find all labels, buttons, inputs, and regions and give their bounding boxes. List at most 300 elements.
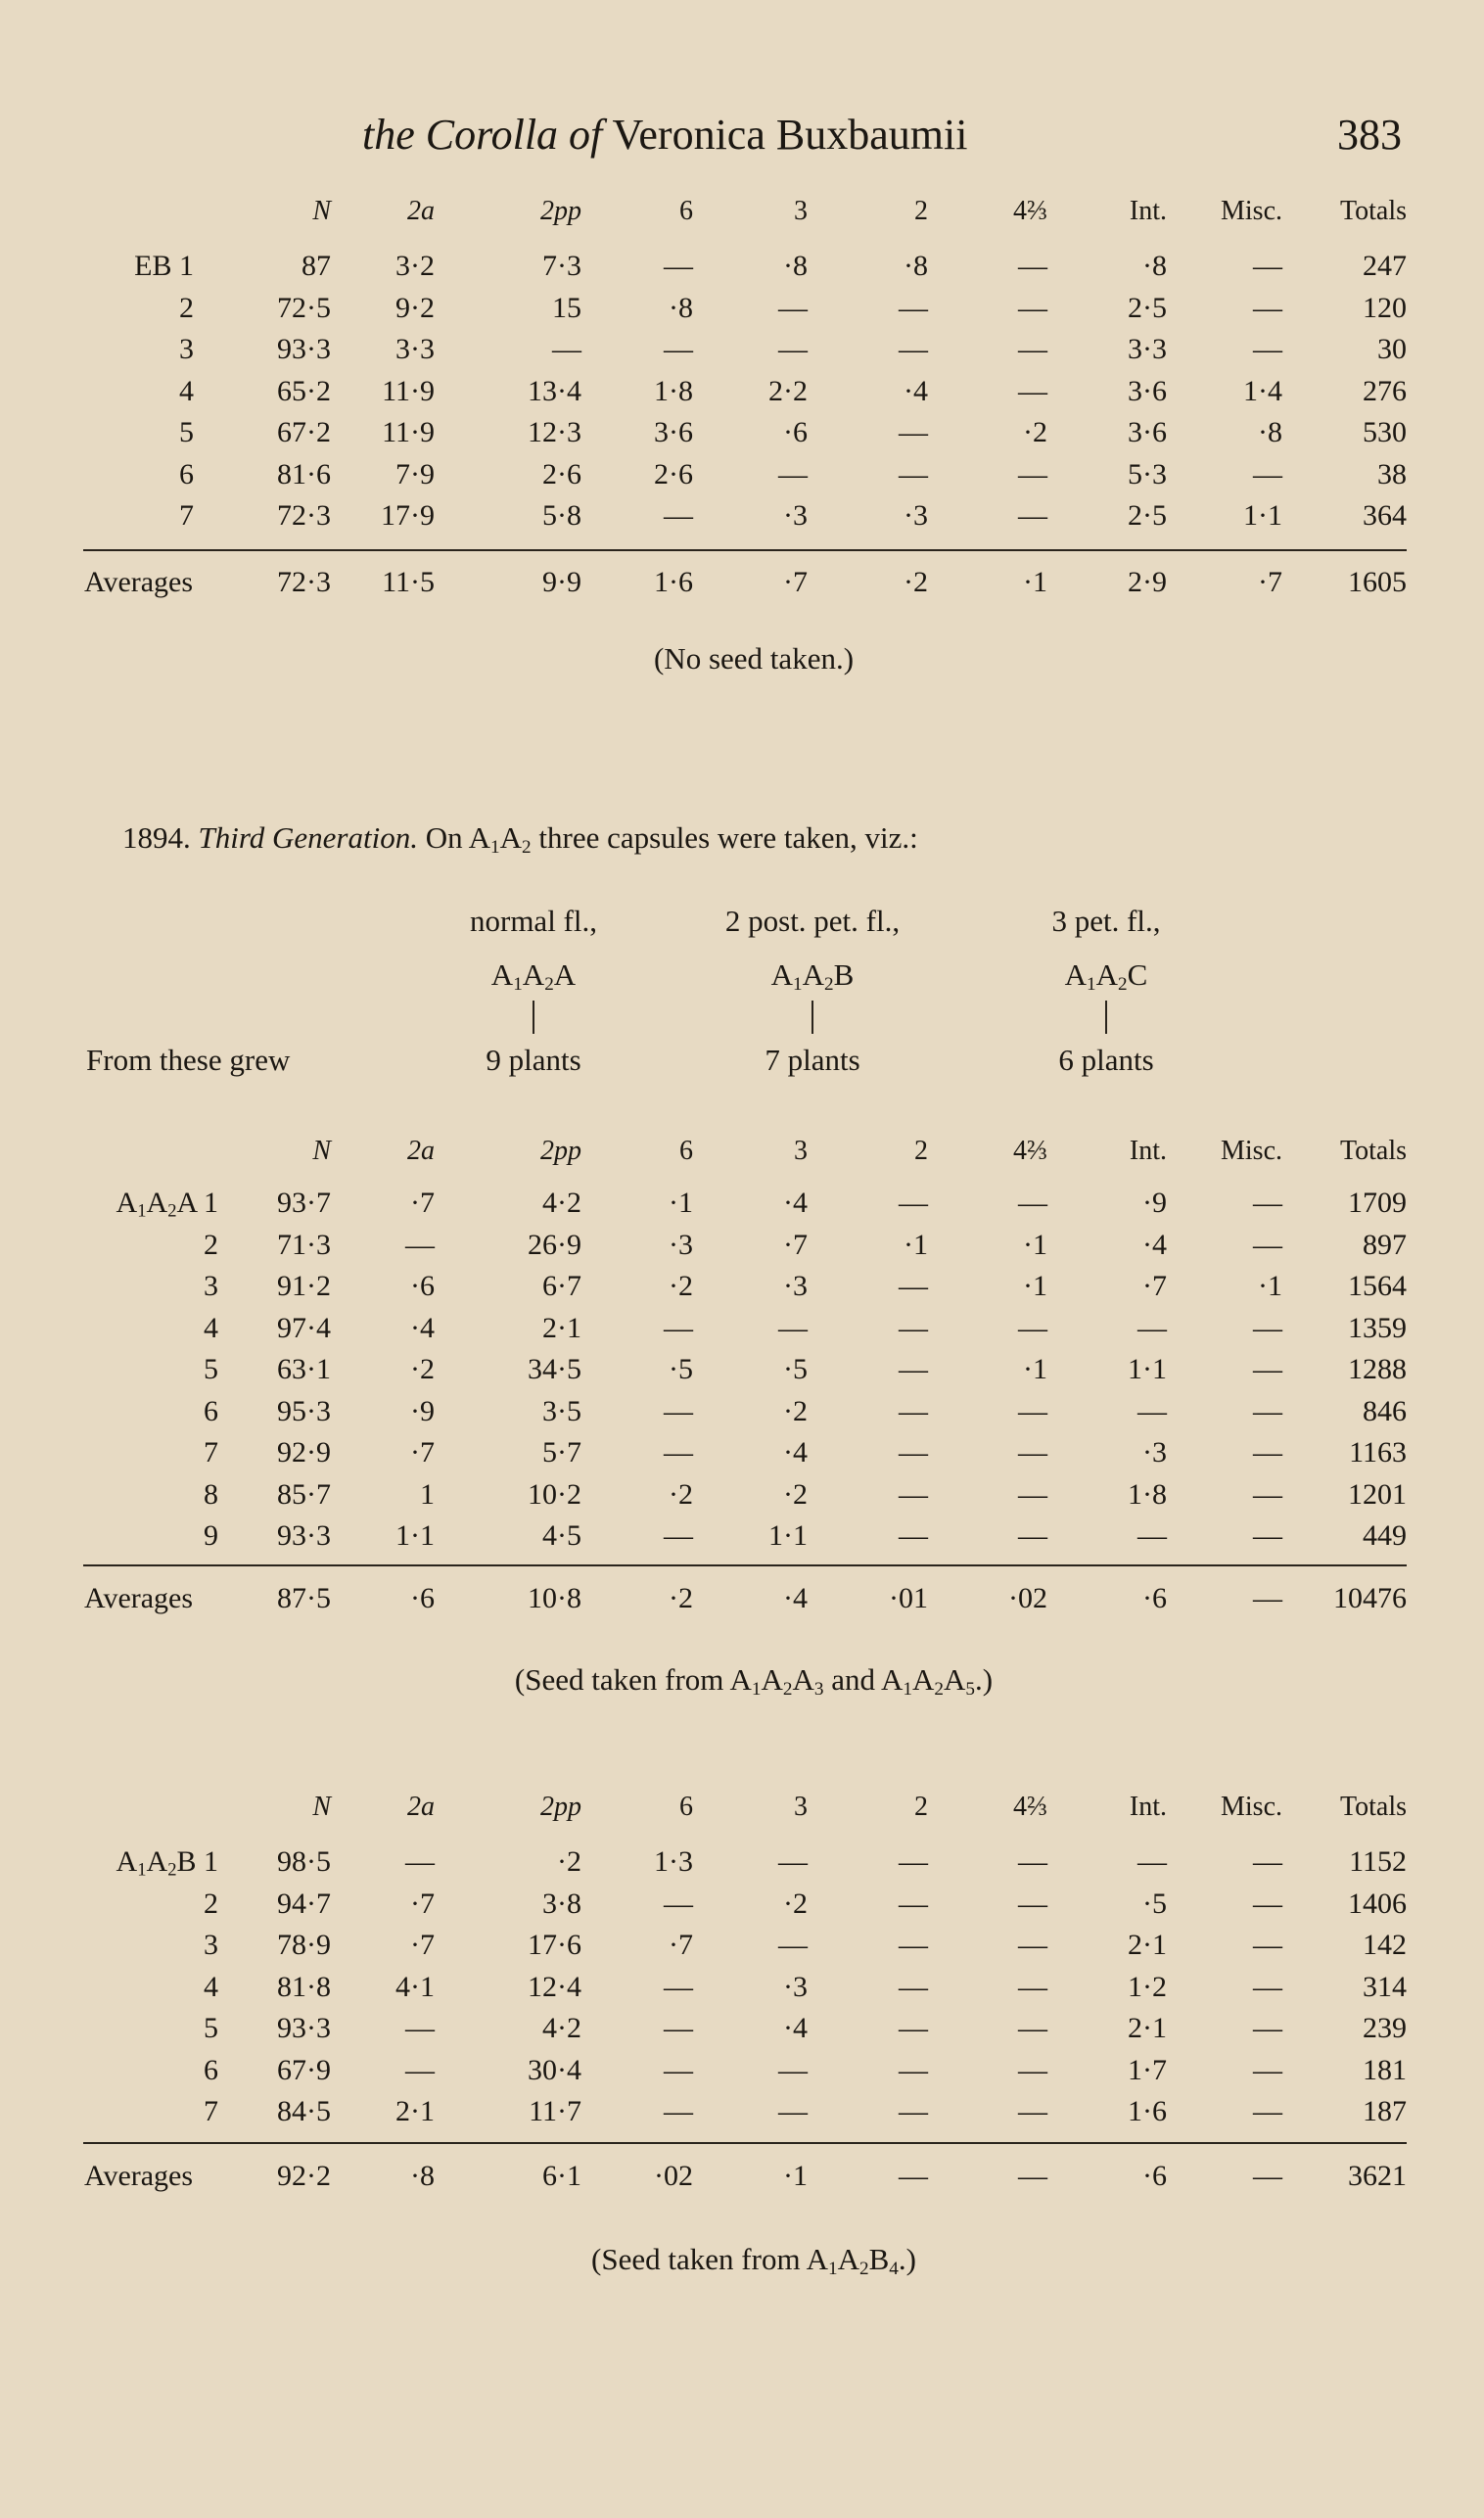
table3-cell: ·7 xyxy=(410,1887,435,1920)
column-header-9: Totals xyxy=(1339,1136,1407,1166)
table3-cell: — xyxy=(1018,1887,1047,1920)
table2-cell: ·7 xyxy=(410,1187,435,1219)
column-header-3: 6 xyxy=(679,1792,693,1822)
table2-cell: ·4 xyxy=(783,1436,808,1469)
table1-average-cell: 1·6 xyxy=(654,566,693,598)
table1-cell: 17·9 xyxy=(381,499,435,532)
table3-cell: 181 xyxy=(1363,2053,1407,2086)
table1-cell: ·8 xyxy=(1142,250,1167,282)
table1-cell: 12·3 xyxy=(528,416,581,448)
table2-cell: — xyxy=(1137,1311,1167,1344)
table3-cell: 1152 xyxy=(1349,1845,1407,1878)
table2-cell: 26·9 xyxy=(528,1228,581,1261)
group-connector xyxy=(533,1001,534,1034)
table2-cell: 3·5 xyxy=(542,1394,581,1427)
table3-cell: — xyxy=(1253,1887,1282,1920)
table1-cell: — xyxy=(778,457,808,490)
table2-average-cell: 10·8 xyxy=(528,1582,581,1614)
table3-cell: ·2 xyxy=(783,1887,808,1920)
table2-cell: 1 xyxy=(420,1477,435,1511)
table2-cell: 34·5 xyxy=(528,1353,581,1385)
table1-cell: 30 xyxy=(1377,333,1407,365)
table2-cell: ·3 xyxy=(783,1270,808,1302)
table1-cell: 13·4 xyxy=(528,374,581,407)
table3-cell: 93·3 xyxy=(277,2012,331,2044)
table1-average-cell: ·7 xyxy=(1258,566,1282,598)
table3-cell: 1·6 xyxy=(1128,2095,1167,2127)
table2-cell: — xyxy=(1018,1436,1047,1469)
table2-cell: 1163 xyxy=(1349,1436,1407,1469)
table2-cell: — xyxy=(664,1436,693,1469)
table1-cell: 72·5 xyxy=(277,291,331,324)
table2-cell: 1·1 xyxy=(768,1519,808,1552)
group-plants: 7 plants xyxy=(765,1043,860,1077)
table1-cell: 3·6 xyxy=(1128,374,1167,407)
table3-cell: — xyxy=(664,2053,693,2086)
table3-rule xyxy=(83,2142,1407,2144)
table1-cell: 38 xyxy=(1377,457,1407,490)
table3-cell: — xyxy=(1018,1929,1047,1961)
table3-cell: — xyxy=(1253,1845,1282,1878)
table2-cell: — xyxy=(899,1477,928,1511)
table3-cell: 30·4 xyxy=(528,2053,581,2086)
table2-cell: ·2 xyxy=(783,1394,808,1427)
table1-cell: — xyxy=(899,416,928,448)
section-title: Third Generation. xyxy=(198,820,418,855)
table2-average-cell: ·6 xyxy=(1142,1582,1167,1614)
table1-cell: 1·4 xyxy=(1243,374,1282,407)
table2-cell: 1288 xyxy=(1348,1353,1407,1385)
table3-average-cell: 3621 xyxy=(1348,2160,1407,2192)
table3-cell: — xyxy=(778,2095,808,2127)
table3-row-label: 4 xyxy=(204,1970,218,2003)
table1-cell: — xyxy=(899,457,928,490)
table3-average-cell: — xyxy=(899,2160,928,2192)
table1-cell: 3·3 xyxy=(1128,333,1167,365)
table1-row-label: 5 xyxy=(179,416,194,448)
column-header-0: N xyxy=(312,1792,331,1822)
group-desc: 3 pet. fl., xyxy=(1051,904,1161,938)
table1-cell: ·4 xyxy=(904,374,928,407)
table3-cell: — xyxy=(405,2053,435,2086)
table1-cell: 93·3 xyxy=(277,333,331,365)
table2-note: (Seed taken from $A_1A_2A_3$ and $A_1A_2A_5$.) xyxy=(514,1662,994,1700)
table2-cell: 92·9 xyxy=(277,1436,331,1469)
table1-average-cell: 72·3 xyxy=(277,566,331,598)
column-header-3: 6 xyxy=(679,1136,693,1166)
table1-cell: 3·2 xyxy=(395,250,435,282)
table3-cell: 314 xyxy=(1363,1970,1407,2003)
table2-row-label: 8 xyxy=(204,1477,218,1511)
table1-cell: — xyxy=(1253,250,1282,282)
table2-cell: — xyxy=(1253,1436,1282,1469)
table2-cell: ·6 xyxy=(410,1270,435,1302)
group-desc: normal fl., xyxy=(470,904,597,938)
table2-cell: 6·7 xyxy=(542,1270,581,1302)
table3-cell: — xyxy=(1253,2012,1282,2044)
table1-cell: ·8 xyxy=(904,250,928,282)
table1-cell: 364 xyxy=(1363,499,1407,532)
table3-cell: 1·2 xyxy=(1128,1970,1167,2003)
column-header-4: 3 xyxy=(794,196,808,226)
table3-cell: — xyxy=(899,1887,928,1920)
table1-average-cell: 2·9 xyxy=(1128,566,1167,598)
table3-cell: 12·4 xyxy=(528,1970,581,2003)
table2-cell: ·5 xyxy=(669,1353,693,1385)
title-italic-1: the Corolla xyxy=(362,111,559,159)
table3-cell: — xyxy=(778,2053,808,2086)
column-header-6: 4⅔ xyxy=(1013,1792,1047,1822)
table2-row-label: 3 xyxy=(204,1270,218,1302)
table3-cell: — xyxy=(899,1845,928,1878)
section-on: On $A_1A_2$ xyxy=(425,820,532,858)
table2-cell: ·9 xyxy=(1142,1187,1167,1219)
table3-cell: 1·7 xyxy=(1128,2053,1167,2086)
table2-average-cell: ·6 xyxy=(410,1582,435,1614)
column-header-4: 3 xyxy=(794,1136,808,1166)
table3-cell: 3·8 xyxy=(542,1887,581,1920)
table2-cell: 897 xyxy=(1363,1228,1407,1261)
table3-row-label: 3 xyxy=(204,1929,218,1961)
table2-cell: — xyxy=(899,1436,928,1469)
table1-cell: 11·9 xyxy=(382,374,435,407)
table2-cell: — xyxy=(1018,1187,1047,1219)
table2-cell: — xyxy=(778,1311,808,1344)
running-title xyxy=(362,110,967,160)
table3-cell: 81·8 xyxy=(277,1970,331,2003)
table2-cell: ·5 xyxy=(783,1353,808,1385)
page-number: 383 xyxy=(1337,111,1402,159)
column-header-2: 2pp xyxy=(540,1136,581,1166)
table3-cell: 2·1 xyxy=(395,2095,435,2127)
table3-cell: — xyxy=(664,1887,693,1920)
table2-cell: — xyxy=(1253,1228,1282,1261)
table1-average-cell: ·7 xyxy=(783,566,808,598)
section-heading xyxy=(122,820,918,859)
table3-cell: — xyxy=(1137,1845,1167,1878)
table2-cell: 2·1 xyxy=(542,1311,581,1344)
table1-cell: 3·6 xyxy=(654,416,693,448)
table2-row-label: 5 xyxy=(204,1353,218,1385)
table2-cell: ·7 xyxy=(410,1436,435,1469)
table2-cell: ·4 xyxy=(410,1311,435,1344)
table1-cell: — xyxy=(1253,333,1282,365)
table2-cell: ·1 xyxy=(1258,1270,1282,1302)
table1-cell: 530 xyxy=(1363,416,1407,448)
table2-row-label: 9 xyxy=(204,1519,218,1552)
table1-cell: 2·6 xyxy=(654,457,693,490)
table3-cell: — xyxy=(899,2095,928,2127)
table1-cell: 3·3 xyxy=(395,333,435,365)
table2-cell: — xyxy=(405,1228,435,1261)
table2-row-label: $A_1A_2A$ 1 xyxy=(116,1187,218,1222)
table1-cell: — xyxy=(778,333,808,365)
table1-cell: — xyxy=(552,333,581,365)
table1-cell: 2·5 xyxy=(1128,291,1167,324)
section-year: 1894. xyxy=(122,820,191,855)
column-header-5: 2 xyxy=(914,196,928,226)
table2-cell: 97·4 xyxy=(277,1311,331,1344)
table3-cell: — xyxy=(1253,1970,1282,2003)
table2-average-cell: ·01 xyxy=(889,1582,928,1614)
table2-cell: — xyxy=(1018,1519,1047,1552)
table3-cell: 78·9 xyxy=(277,1929,331,1961)
table2-cell: 1359 xyxy=(1348,1311,1407,1344)
table2-cell: — xyxy=(1018,1477,1047,1511)
table2-cell: ·4 xyxy=(783,1187,808,1219)
table1-cell: 276 xyxy=(1363,374,1407,407)
table1-cell: — xyxy=(1018,333,1047,365)
table3-row-label: 6 xyxy=(204,2053,218,2086)
table2-cell: ·3 xyxy=(669,1228,693,1261)
table2-cell: 449 xyxy=(1363,1519,1407,1552)
table3-cell: — xyxy=(899,1970,928,2003)
table1-row-label: EB 1 xyxy=(134,250,194,282)
table1-average-cell: 11·5 xyxy=(382,566,435,598)
table1-cell: 15 xyxy=(552,291,581,324)
table2-cell: — xyxy=(1253,1353,1282,1385)
table2-cell: 91·2 xyxy=(277,1270,331,1302)
table1-cell: 11·9 xyxy=(382,416,435,448)
table3-cell: — xyxy=(1018,2095,1047,2127)
table3-cell: 84·5 xyxy=(277,2095,331,2127)
table3-cell: — xyxy=(778,1845,808,1878)
group-connector xyxy=(812,1001,813,1034)
table2-cell: — xyxy=(899,1270,928,1302)
table2-cell: 71·3 xyxy=(277,1228,331,1261)
table2-average-cell: 10476 xyxy=(1333,1582,1407,1614)
table1-cell: 9·2 xyxy=(395,291,435,324)
table2-cell: — xyxy=(1253,1394,1282,1427)
table3-cell: ·5 xyxy=(1142,1887,1167,1920)
table1-cell: 7·3 xyxy=(542,250,581,282)
table2-cell: — xyxy=(1253,1187,1282,1219)
table3-cell: 98·5 xyxy=(277,1845,331,1878)
table2-row-label: 2 xyxy=(204,1228,218,1261)
table3-cell: 1·3 xyxy=(654,1845,693,1878)
table1-row-label: 4 xyxy=(179,374,194,407)
table2-average-cell: ·2 xyxy=(669,1582,693,1614)
table2-rule xyxy=(83,1564,1407,1566)
table2-cell: 1·8 xyxy=(1128,1477,1167,1511)
table2-cell: 95·3 xyxy=(277,1394,331,1427)
table1-cell: — xyxy=(1018,499,1047,532)
table1-note: (No seed taken.) xyxy=(653,641,855,676)
table2-cell: — xyxy=(1018,1311,1047,1344)
table3-cell: ·2 xyxy=(557,1845,581,1878)
table2-cell: ·1 xyxy=(669,1187,693,1219)
table2-cell: — xyxy=(899,1353,928,1385)
table1-cell: — xyxy=(1253,291,1282,324)
table2-cell: 1·1 xyxy=(1128,1353,1167,1385)
table2-row-label: 6 xyxy=(204,1394,218,1427)
table2-cell: ·1 xyxy=(904,1228,928,1261)
table1-cell: ·6 xyxy=(783,416,808,448)
table3-cell: ·4 xyxy=(783,2012,808,2044)
group-plants: 6 plants xyxy=(1058,1043,1154,1077)
table3-average-cell: ·8 xyxy=(410,2160,435,2192)
table3-cell: 4·1 xyxy=(395,1970,435,2003)
table2-cell: — xyxy=(1018,1394,1047,1427)
from-these-grew: From these grew xyxy=(86,1043,291,1077)
table2-cell: ·2 xyxy=(669,1270,693,1302)
table2-cell: — xyxy=(1137,1394,1167,1427)
title-italic-2: of xyxy=(569,111,603,159)
table2-cell: — xyxy=(899,1311,928,1344)
column-header-1: 2a xyxy=(407,1792,435,1822)
table3-cell: 1406 xyxy=(1348,1887,1407,1920)
table2-averages-label: Averages xyxy=(84,1582,194,1614)
table1-average-cell: 9·9 xyxy=(542,566,581,598)
table3-cell: 11·7 xyxy=(529,2095,581,2127)
table3-row-label: 5 xyxy=(204,2012,218,2044)
table1-cell: ·8 xyxy=(669,291,693,324)
table2-cell: — xyxy=(1253,1477,1282,1511)
table1-cell: ·3 xyxy=(904,499,928,532)
table3-cell: — xyxy=(1253,1929,1282,1961)
table2-cell: ·3 xyxy=(1142,1436,1167,1469)
column-header-7: Int. xyxy=(1129,196,1167,226)
table2-cell: — xyxy=(899,1187,928,1219)
table2-cell: — xyxy=(899,1394,928,1427)
table2-cell: 5·7 xyxy=(542,1436,581,1469)
table3-average-cell: 6·1 xyxy=(542,2160,581,2192)
table3-average-cell: — xyxy=(1018,2160,1047,2192)
table3-row-label: 2 xyxy=(204,1887,218,1920)
table2-cell: 1564 xyxy=(1348,1270,1407,1302)
column-header-1: 2a xyxy=(407,196,435,226)
group-plants: 9 plants xyxy=(486,1043,581,1077)
table1-averages-label: Averages xyxy=(84,566,194,598)
table3-cell: — xyxy=(899,2012,928,2044)
group-connector xyxy=(1105,1001,1107,1034)
table2-cell: 10·2 xyxy=(528,1477,581,1511)
table1-cell: 72·3 xyxy=(277,499,331,532)
column-header-7: Int. xyxy=(1129,1792,1167,1822)
table1-cell: 81·6 xyxy=(277,457,331,490)
table3-cell: 187 xyxy=(1363,2095,1407,2127)
table1-cell: — xyxy=(1018,291,1047,324)
column-header-5: 2 xyxy=(914,1136,928,1166)
table3-cell: — xyxy=(778,1929,808,1961)
table3-cell: 4·2 xyxy=(542,2012,581,2044)
table3-cell: — xyxy=(664,1970,693,2003)
table3-average-cell: ·6 xyxy=(1142,2160,1167,2192)
table1-cell: — xyxy=(778,291,808,324)
table1-cell: — xyxy=(1018,457,1047,490)
table1-cell: 5·8 xyxy=(542,499,581,532)
table3-cell: — xyxy=(899,2053,928,2086)
table1-average-cell: ·2 xyxy=(904,566,928,598)
table3-averages-label: Averages xyxy=(84,2160,194,2192)
table3-cell: — xyxy=(664,2012,693,2044)
table2-cell: ·9 xyxy=(410,1394,435,1427)
column-header-7: Int. xyxy=(1129,1136,1167,1166)
table2-cell: 1·1 xyxy=(395,1519,435,1552)
table2-cell: ·1 xyxy=(1023,1228,1047,1261)
table1-row-label: 6 xyxy=(179,457,194,490)
table3-cell: — xyxy=(1018,2012,1047,2044)
group-code: $A_1A_2C$ xyxy=(1064,957,1148,995)
group-code: $A_1A_2B$ xyxy=(770,957,855,995)
table1-cell: — xyxy=(664,499,693,532)
table3-cell: 142 xyxy=(1363,1929,1407,1961)
table2-cell: — xyxy=(1253,1311,1282,1344)
column-header-8: Misc. xyxy=(1221,1136,1282,1166)
table2-cell: 1201 xyxy=(1348,1477,1407,1511)
table1-cell: — xyxy=(1018,250,1047,282)
table3-cell: — xyxy=(405,2012,435,2044)
table1-average-cell: 1605 xyxy=(1348,566,1407,598)
table3-cell: — xyxy=(1253,2053,1282,2086)
table3-cell: — xyxy=(1018,1970,1047,2003)
table3-average-cell: — xyxy=(1253,2160,1282,2192)
table3-average-cell: 92·2 xyxy=(277,2160,331,2192)
table3-cell: ·3 xyxy=(783,1970,808,2003)
table1-cell: — xyxy=(899,333,928,365)
table2-cell: — xyxy=(664,1311,693,1344)
table3-cell: ·7 xyxy=(669,1929,693,1961)
table1-cell: — xyxy=(664,333,693,365)
table1-cell: ·2 xyxy=(1023,416,1047,448)
table3-cell: — xyxy=(664,2095,693,2127)
group-code: $A_1A_2A$ xyxy=(490,957,577,995)
table1-cell: 2·6 xyxy=(542,457,581,490)
table1-cell: — xyxy=(1018,374,1047,407)
table2-cell: — xyxy=(1253,1519,1282,1552)
table3-cell: 94·7 xyxy=(277,1887,331,1920)
table1-cell: ·3 xyxy=(783,499,808,532)
table3-cell: — xyxy=(1018,1845,1047,1878)
table1-row-label: 7 xyxy=(179,499,194,532)
column-header-6: 4⅔ xyxy=(1013,1136,1047,1166)
table1-row-label: 3 xyxy=(179,333,194,365)
column-header-5: 2 xyxy=(914,1792,928,1822)
column-header-2: 2pp xyxy=(540,1792,581,1822)
table1-cell: — xyxy=(664,250,693,282)
table2-cell: 63·1 xyxy=(277,1353,331,1385)
table2-cell: ·4 xyxy=(1142,1228,1167,1261)
table1-cell: — xyxy=(1253,457,1282,490)
table3-cell: 2·1 xyxy=(1128,1929,1167,1961)
table2-cell: 846 xyxy=(1363,1394,1407,1427)
table1-row-label: 2 xyxy=(179,291,194,324)
table3-cell: 67·9 xyxy=(277,2053,331,2086)
table2-cell: — xyxy=(664,1394,693,1427)
table2-cell: ·2 xyxy=(783,1477,808,1511)
table1-cell: 5·3 xyxy=(1128,457,1167,490)
table2-cell: 93·7 xyxy=(277,1187,331,1219)
table3-note: (Seed taken from $A_1A_2B_4$.) xyxy=(591,2242,916,2279)
table1-cell: 2·5 xyxy=(1128,499,1167,532)
column-header-9: Totals xyxy=(1339,196,1407,226)
table2-cell: 85·7 xyxy=(277,1477,331,1511)
column-header-0: N xyxy=(312,1136,331,1166)
table3-cell: 2·1 xyxy=(1128,2012,1167,2044)
column-header-4: 3 xyxy=(794,1792,808,1822)
table3-cell: 239 xyxy=(1363,2012,1407,2044)
table2-cell: 4·5 xyxy=(542,1519,581,1552)
column-header-3: 6 xyxy=(679,196,693,226)
title-rest: Veronica Buxbaumii xyxy=(612,111,968,159)
column-header-9: Totals xyxy=(1339,1792,1407,1822)
table3-cell: 17·6 xyxy=(528,1929,581,1961)
column-header-8: Misc. xyxy=(1221,196,1282,226)
table2-cell: — xyxy=(1137,1519,1167,1552)
table1-cell: 2·2 xyxy=(768,374,808,407)
table1-cell: 1·8 xyxy=(654,374,693,407)
table2-average-cell: 87·5 xyxy=(277,1582,331,1614)
